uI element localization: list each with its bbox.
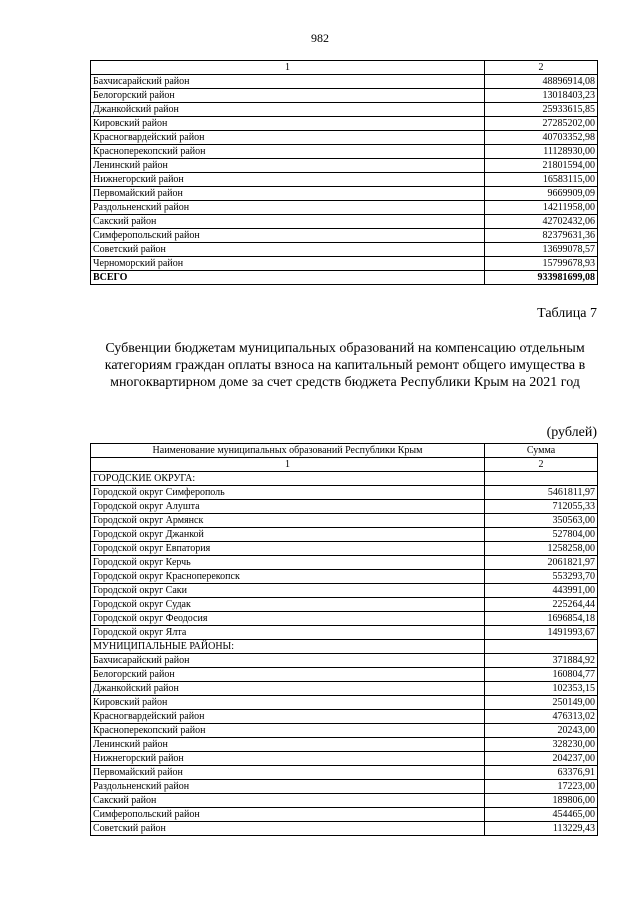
district-name: Белогорский район [91, 89, 485, 103]
municipality-name: Городской округ Судак [91, 598, 485, 612]
amount: 16583115,00 [485, 173, 598, 187]
header-row [91, 444, 598, 458]
amount: 42702432,06 [485, 215, 598, 229]
amount: 17223,00 [485, 780, 598, 794]
district-name: Нижнегорский район [91, 173, 485, 187]
amount: 443991,00 [485, 584, 598, 598]
municipality-name: Джанкойский район [91, 682, 485, 696]
amount: 328230,00 [485, 738, 598, 752]
table-row [91, 542, 598, 556]
municipality-name: Бахчисарайский район [91, 654, 485, 668]
amount: 40703352,98 [485, 131, 598, 145]
table-row [91, 780, 598, 794]
table-row [91, 598, 598, 612]
table-row [91, 710, 598, 724]
table-row [91, 626, 598, 640]
municipality-name: Белогорский район [91, 668, 485, 682]
amount: 476313,02 [485, 710, 598, 724]
district-name: Красноперекопский район [91, 145, 485, 159]
amount: 371884,92 [485, 654, 598, 668]
municipality-name: Сакский район [91, 794, 485, 808]
district-name: Первомайский район [91, 187, 485, 201]
table-7 [90, 443, 598, 836]
amount: 15799678,93 [485, 257, 598, 271]
amount: 225264,44 [485, 598, 598, 612]
amount: 5461811,97 [485, 486, 598, 500]
municipality-name: Симферопольский район [91, 808, 485, 822]
table-row [91, 528, 598, 542]
district-name: Советский район [91, 243, 485, 257]
table-6-continuation [90, 60, 598, 285]
municipality-name: Первомайский район [91, 766, 485, 780]
district-name: Джанкойский район [91, 103, 485, 117]
total-row [91, 271, 598, 285]
municipality-name: Нижнегорский район [91, 752, 485, 766]
municipality-name: Ленинский район [91, 738, 485, 752]
table-row [91, 117, 598, 131]
table-row [91, 229, 598, 243]
district-name: Красногвардейский район [91, 131, 485, 145]
table-row [91, 752, 598, 766]
section-row [91, 472, 598, 486]
table-row [91, 808, 598, 822]
municipality-name: Городской округ Алушта [91, 500, 485, 514]
table-row [91, 612, 598, 626]
amount: 9669909,09 [485, 187, 598, 201]
amount: 25933615,85 [485, 103, 598, 117]
amount: 250149,00 [485, 696, 598, 710]
table-row [91, 668, 598, 682]
amount: 2061821,97 [485, 556, 598, 570]
amount: 13018403,23 [485, 89, 598, 103]
total-amount: 933981699,08 [485, 271, 598, 285]
table-row [91, 89, 598, 103]
amount: 14211958,00 [485, 201, 598, 215]
municipality-name: Советский район [91, 822, 485, 836]
table-row [91, 514, 598, 528]
amount: 712055,33 [485, 500, 598, 514]
table-label: Таблица 7 [537, 306, 597, 321]
column-number-2: 2 [485, 458, 598, 472]
column-number-1: 1 [91, 61, 485, 75]
table-row [91, 201, 598, 215]
amount: 553293,70 [485, 570, 598, 584]
district-name: Симферопольский район [91, 229, 485, 243]
section-row [91, 640, 598, 654]
table-row [91, 486, 598, 500]
amount: 1696854,18 [485, 612, 598, 626]
municipality-name: Городской округ Керчь [91, 556, 485, 570]
table-row [91, 75, 598, 89]
section-districts-label: МУНИЦИПАЛЬНЫЕ РАЙОНЫ: [91, 640, 485, 654]
table-row [91, 696, 598, 710]
amount: 82379631,36 [485, 229, 598, 243]
header-name: Наименование муниципальных образований Республики Крым [91, 444, 485, 458]
table-row [91, 257, 598, 271]
municipality-name: Городской округ Феодосия [91, 612, 485, 626]
municipality-name: Красногвардейский район [91, 710, 485, 724]
total-label: ВСЕГО [91, 271, 485, 285]
table-row [91, 556, 598, 570]
municipality-name: Кировский район [91, 696, 485, 710]
table-row [91, 103, 598, 117]
amount: 102353,15 [485, 682, 598, 696]
table-7-body [91, 444, 598, 836]
table-title: Субвенции бюджетам муниципальных образований на компенсацию отдельным категориям граждан оплаты взноса на капитальный ремонт общего имущества в многоквартирном доме за счет средств бюджета Республики Крым на 2021 год [104, 341, 586, 390]
amount: 160804,77 [485, 668, 598, 682]
table-row [91, 570, 598, 584]
municipality-name: Раздольненский район [91, 780, 485, 794]
empty-cell [485, 472, 598, 486]
column-number-2: 2 [485, 61, 598, 75]
amount: 113229,43 [485, 822, 598, 836]
column-number-1: 1 [91, 458, 485, 472]
table-row [91, 724, 598, 738]
table-row [91, 654, 598, 668]
table-row [91, 187, 598, 201]
amount: 21801594,00 [485, 159, 598, 173]
district-name: Черноморский район [91, 257, 485, 271]
amount: 48896914,08 [485, 75, 598, 89]
table-row [91, 215, 598, 229]
district-name: Сакский район [91, 215, 485, 229]
municipality-name: Красноперекопский район [91, 724, 485, 738]
table-row [91, 766, 598, 780]
district-name: Раздольненский район [91, 201, 485, 215]
amount: 27285202,00 [485, 117, 598, 131]
municipality-name: Городской округ Армянск [91, 514, 485, 528]
amount: 189806,00 [485, 794, 598, 808]
municipality-name: Городской округ Симферополь [91, 486, 485, 500]
municipality-name: Городской округ Джанкой [91, 528, 485, 542]
table-row [91, 145, 598, 159]
table-6-body [91, 61, 598, 285]
column-number-row [91, 61, 598, 75]
amount: 1491993,67 [485, 626, 598, 640]
amount: 13699078,57 [485, 243, 598, 257]
municipality-name: Городской округ Ялта [91, 626, 485, 640]
amount: 20243,00 [485, 724, 598, 738]
table-row [91, 243, 598, 257]
table-row [91, 159, 598, 173]
amount: 204237,00 [485, 752, 598, 766]
table-row [91, 822, 598, 836]
table-row [91, 131, 598, 145]
municipality-name: Городской округ Евпатория [91, 542, 485, 556]
municipality-name: Городской округ Саки [91, 584, 485, 598]
district-name: Бахчисарайский район [91, 75, 485, 89]
unit-label: (рублей) [546, 425, 597, 440]
page-number: 982 [311, 31, 329, 45]
table-row [91, 173, 598, 187]
amount: 1258258,00 [485, 542, 598, 556]
table-row [91, 794, 598, 808]
table-row [91, 500, 598, 514]
amount: 63376,91 [485, 766, 598, 780]
district-name: Ленинский район [91, 159, 485, 173]
table-row [91, 584, 598, 598]
municipality-name: Городской округ Красноперекопск [91, 570, 485, 584]
amount: 454465,00 [485, 808, 598, 822]
amount: 350563,00 [485, 514, 598, 528]
empty-cell [485, 640, 598, 654]
amount: 527804,00 [485, 528, 598, 542]
column-number-row [91, 458, 598, 472]
table-row [91, 682, 598, 696]
amount: 11128930,00 [485, 145, 598, 159]
district-name: Кировский район [91, 117, 485, 131]
table-row [91, 738, 598, 752]
header-sum: Сумма [485, 444, 598, 458]
section-urban-label: ГОРОДСКИЕ ОКРУГА: [91, 472, 485, 486]
